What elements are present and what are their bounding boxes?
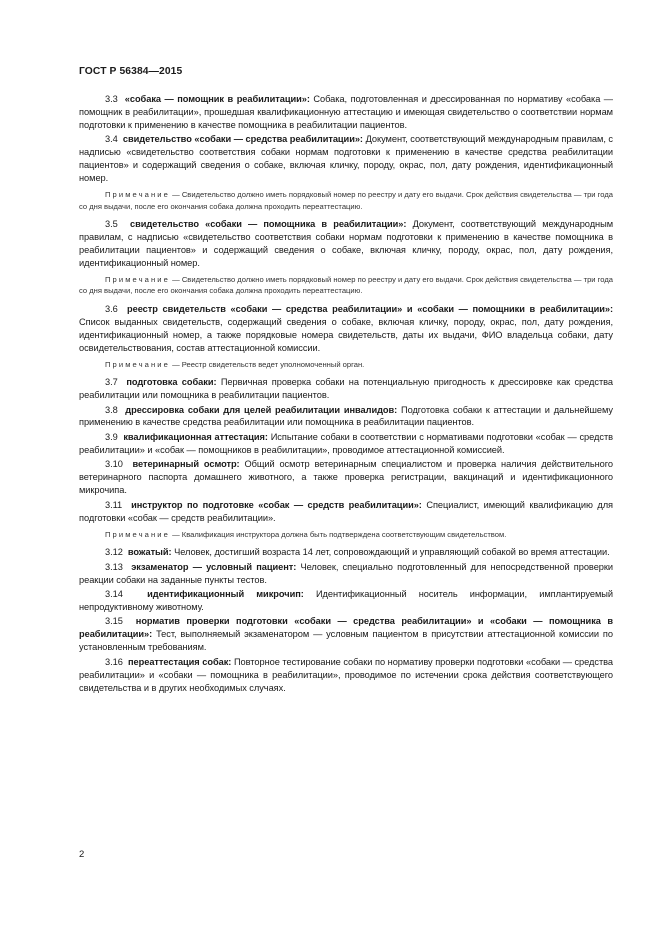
term: переаттестация собак: [128,656,232,667]
note-paragraph [79,274,613,297]
clause-number: 3.13 [105,561,123,572]
term: норматив проверки подготовки «собаки — средства реабилитации» и «собаки — помощника в реабилитации»: [79,616,613,640]
note-text: — Реестр свидетельств ведет уполномоченный орган. [172,359,365,369]
definition-paragraph [79,458,613,497]
clause-number: 3.14 [105,589,123,599]
note-text: — Квалификация инструктора должна быть подтверждена соответствующим свидетельством. [172,529,507,539]
term: реестр свидетельств «собаки — средства реабилитации» и «собаки — помощники в реабилитации»: [127,303,613,314]
term: дрессировка собаки для целей реабилитации инвалидов: [125,404,398,415]
definition-paragraph [79,546,613,559]
clause-number: 3.16 [105,656,123,667]
definition-text: Подготовка собаки к аттестации и дальнейшему применению в качестве средства реабилитации или помощника в реабилитации пациентов. [79,404,613,428]
clause-number: 3.8 [105,404,118,415]
definition-text: Человек, достигший возраста 14 лет, сопровождающий и управляющий собакой во время аттестации. [174,547,610,558]
clause-number: 3.12 [105,547,123,558]
note-label: Примечание [105,274,170,284]
clause-number: 3.10 [105,459,123,470]
term: идентификационный микрочип: [147,589,304,599]
term: свидетельство «собаки — средства реабилитации»: [122,134,363,145]
definition-paragraph [79,133,613,185]
definition-text: Список выданных свидетельств, содержащий сведения о собаке, включая кличку, породу, окрас, пол, дату рождения, идентификационный номер, а также порядковые номера свидетельств, даты их выдачи, ФИО владельца собаки, дату освидетельствования, состав аттестационной комиссии. [79,316,613,353]
note-label: Примечание [105,359,170,369]
definition-paragraph [79,218,613,270]
clause-number: 3.6 [105,303,118,314]
note-paragraph [79,189,613,212]
term: вожатый: [127,547,172,558]
clause-number: 3.15 [105,616,123,627]
definition-paragraph [79,431,613,457]
definition-text: Общий осмотр ветеринарным специалистом и проверка наличия действительного ветеринарного паспорта домашнего животного, а также проверка регистрации, вакцинаций и идентификационного микрочипа. [79,459,613,496]
definition-text: Документ, соответствующий международным правилам, с надписью «свидетельство соответствия собаки нормам подготовки к применению в качестве средства реабилитации пациентов» и содержащий сведения о собаке, включая кличку, породу, окрас, пол, дату рождения, идентификационный номер. [79,134,614,184]
term: квалификационная аттестация: [123,431,268,442]
note-label: Примечание [105,529,170,539]
definition-paragraph [79,376,613,402]
clause-number: 3.4 [105,134,118,145]
definition-text: Человек, специально подготовленный для непосредственной проверки реакции собаки на заданные пункты тестов. [79,561,613,585]
clause-number: 3.3 [105,94,118,104]
note-paragraph [79,359,613,371]
term: подготовка собаки: [126,377,217,388]
note-text: — Свидетельство должно иметь порядковый номер по реестру и дату его выдачи. Срок действия свидетельства — три года со дня выдачи, после его окончания собака должна проходить переаттестацию. [79,274,613,296]
definition-paragraph [79,93,613,132]
term: экзаменатор — условный пациент: [131,561,297,572]
definition-paragraph [79,656,613,695]
page-number: 2 [79,849,85,860]
term: ветеринарный осмотр: [132,459,240,470]
definition-text: Идентификационный носитель информации, имплантируемый непродуктивному животному. [79,589,613,612]
term: инструктор по подготовке «собак — средств реабилитации»: [131,499,422,510]
definition-text: Первичная проверка собаки на потенциальную пригодность к дрессировке как средства реабилитации или помощника в реабилитации пациентов. [79,377,613,401]
definition-text: Повторное тестирование собаки по нормативу проверки подготовки «собаки — средства реабилитации» и «собаки — помощника в реабилитации», проводимое по истечении срока действия соответствующего свидетельства и в других необходимых случаях. [79,656,614,693]
definition-paragraph [79,615,613,654]
definition-paragraph [79,303,613,355]
definition-text: Тест, выполняемый экзаменатором — условным пациентом в присутствии аттестационной комиссии по установленным требованиям. [79,629,613,653]
clause-number: 3.5 [105,219,118,230]
definition-text: Испытание собаки в соответствии с нормативами подготовки «собак — средств реабилитации» и «собак — помощников в реабилитации», проводимое аттестационной комиссией. [79,431,613,455]
clause-number: 3.11 [105,499,123,510]
note-text: — Свидетельство должно иметь порядковый номер по реестру и дату его выдачи. Срок действия свидетельства — три года со дня выдачи, после его окончания собака должна проходить переаттестацию. [79,189,613,211]
definition-text: Специалист, имеющий квалификацию для подготовки «собак — средств реабилитации». [79,499,613,523]
definition-paragraph [79,561,613,587]
document-body [79,93,613,696]
note-paragraph [79,529,613,541]
definition-paragraph [79,588,613,614]
clause-number: 3.9 [105,431,118,442]
definition-paragraph [79,499,613,525]
definition-text: Собака, подготовленная и дрессированная по нормативу «собака — помощник в реабилитации», прошедшая квалификационную аттестацию и имеющая свидетельство о соответствии нормам подготовки к применению в качестве помощника в реабилитации пациентов. [79,94,614,130]
term: «собака — помощник в реабилитации»: [124,94,310,104]
clause-number: 3.7 [105,377,118,388]
definition-text: Документ, соответствующий международным правилам, с надписью «свидетельство соответствия собаки нормам подготовки к применению в качестве помощника в реабилитации пациентов» и содержащий сведения о собаке, включая кличку, породу, окрас, пол, дату рождения, идентификационный номер. [79,219,614,268]
document-header: ГОСТ Р 56384—2015 [79,66,183,77]
note-label: Примечание [105,189,170,199]
definition-paragraph [79,404,613,430]
term: свидетельство «собаки — помощника в реабилитации»: [130,219,407,230]
